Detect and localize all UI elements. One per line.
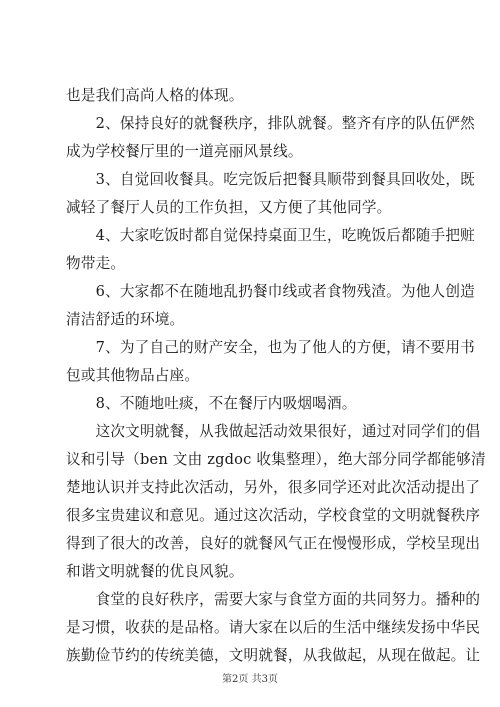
text-line: 物带走。 <box>66 255 126 272</box>
text-line: 和谐文明就餐的优良风貌。 <box>66 563 244 580</box>
text-line: 很多宝贵建议和意见。通过这次活动，学校食堂的文明就餐秩序 <box>66 507 481 524</box>
text-line: 食堂的良好秩序，需要大家与食堂方面的共同努力。播种的 <box>66 591 481 608</box>
text-line: 楚地认识并支持此次活动，另外，很多同学还对此次活动提出了 <box>66 479 481 496</box>
text-line: 清洁舒适的环境。 <box>66 311 185 328</box>
text-line: 3、自觉回收餐具。吃完饭后把餐具顺带到餐具回收处，既 <box>66 171 475 188</box>
text-line: 6、大家都不在随地乱扔餐巾线或者食物残渣。为他人创造 <box>66 283 475 300</box>
page-number: 第2页 共3页 <box>222 674 278 685</box>
text-line: 是习惯，收获的是品格。请大家在以后的生活中继续发扬中华民 <box>66 619 481 636</box>
text-line: 减轻了餐厅人员的工作负担，又方便了其他同学。 <box>66 199 392 216</box>
text-line: 7、为了自己的财产安全，也为了他人的方便，请不要用书 <box>66 339 475 356</box>
text-line: 包或其他物品占座。 <box>66 367 200 384</box>
text-line: 8、不随地吐痰，不在餐厅内吸烟喝酒。 <box>66 395 357 412</box>
text-line: 成为学校餐厅里的一道亮丽风景线。 <box>66 143 303 160</box>
text-line: 议和引导（ben 文由 zgdoc 收集整理），绝大部分同学都能够清 <box>66 451 486 468</box>
text-line: 族勤俭节约的传统美德，文明就餐，从我做起，从现在做起。让 <box>66 647 481 664</box>
text-line: 这次文明就餐，从我做起活动效果很好，通过对同学们的倡 <box>66 423 481 440</box>
text-line: 也是我们高尚人格的体现。 <box>66 87 244 104</box>
text-line: 2、保持良好的就餐秩序，排队就餐。整齐有序的队伍俨然 <box>66 115 475 132</box>
text-line: 得到了很大的改善，良好的就餐风气正在慢慢形成，学校呈现出 <box>66 535 481 552</box>
text-line: 4、大家吃饭时都自觉保持桌面卫生，吃晚饭后都随手把赃 <box>66 227 475 244</box>
